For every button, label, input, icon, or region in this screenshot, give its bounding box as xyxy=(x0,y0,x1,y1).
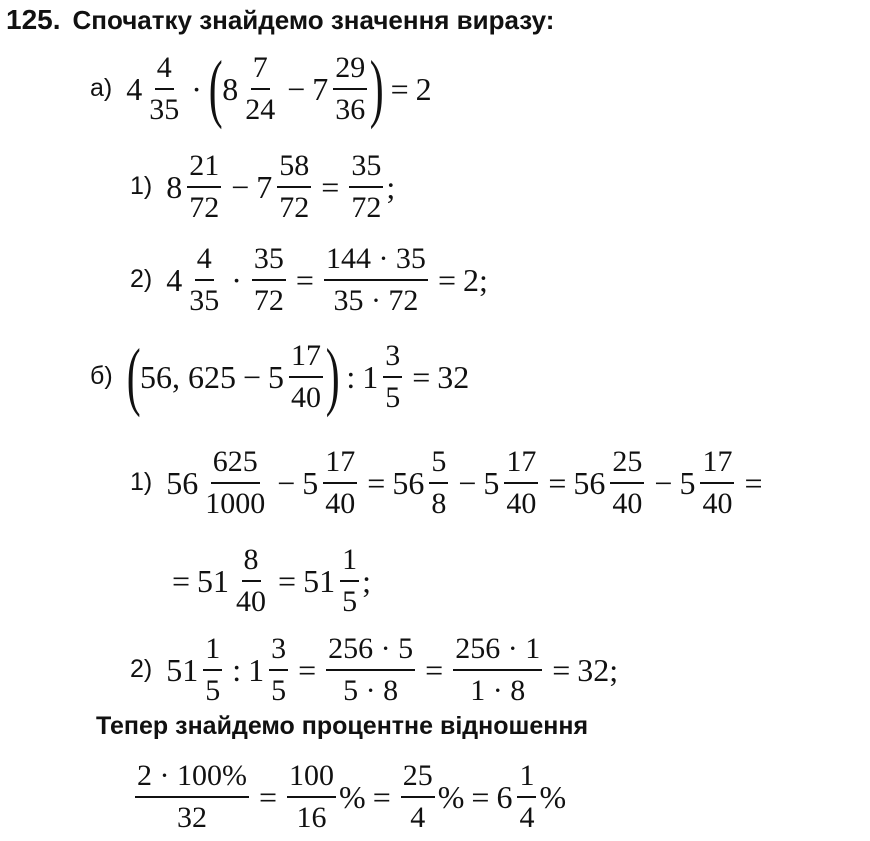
denominator: 35 xyxy=(149,92,180,126)
numerator: 58 xyxy=(277,150,311,188)
mixed-whole: 1 xyxy=(248,651,265,688)
numerator: 256 · 5 xyxy=(326,633,415,671)
fraction xyxy=(333,52,367,125)
equals-sign: = xyxy=(471,778,490,815)
mixed-whole: 51 xyxy=(197,562,230,599)
equals-sign: = xyxy=(744,464,763,501)
numerator: 8 xyxy=(242,544,261,582)
percent-sign: % xyxy=(539,778,567,815)
fraction xyxy=(504,446,538,519)
equals-sign: = xyxy=(258,778,278,815)
minus-sign: − xyxy=(458,464,477,501)
denominator: 4 xyxy=(519,800,535,834)
part-b-step-1 xyxy=(130,446,770,519)
fraction xyxy=(289,340,323,413)
fraction xyxy=(243,52,277,125)
semicolon: ; xyxy=(362,562,371,599)
left-paren: ( xyxy=(208,46,223,131)
equals-sign: = xyxy=(390,70,409,107)
result: 2; xyxy=(462,261,488,298)
equals-sign: = xyxy=(548,464,567,501)
percent-heading xyxy=(96,714,588,739)
mixed-whole: 56 xyxy=(573,464,606,501)
denominator: 72 xyxy=(189,190,220,224)
numerator: 25 xyxy=(401,760,435,798)
equals-sign: = xyxy=(298,651,317,688)
denominator: 16 xyxy=(296,800,327,834)
mixed-whole: 51 xyxy=(166,651,199,688)
fraction xyxy=(700,446,734,519)
equals-sign: = xyxy=(437,261,456,298)
semicolon: ; xyxy=(386,168,396,205)
numerator: 4 xyxy=(155,52,174,90)
numerator: 4 xyxy=(195,243,214,281)
minus-sign: − xyxy=(287,70,306,107)
numerator: 256 · 1 xyxy=(453,633,542,671)
denominator: 72 xyxy=(351,190,382,224)
fraction xyxy=(277,150,311,223)
fraction xyxy=(203,633,222,706)
denominator: 72 xyxy=(253,283,284,317)
equals-sign: = xyxy=(372,778,391,815)
mixed-whole: 5 xyxy=(679,464,696,501)
numerator: 25 xyxy=(610,446,644,484)
denominator: 40 xyxy=(291,380,322,414)
denominator: 40 xyxy=(236,584,267,618)
denominator: 1 · 8 xyxy=(470,673,526,707)
mixed-whole: 1 xyxy=(362,358,379,395)
fraction xyxy=(187,243,221,316)
numerator: 1 xyxy=(340,544,359,582)
denominator: 40 xyxy=(325,486,356,520)
fraction xyxy=(429,446,448,519)
decimal-number: 56, 625 xyxy=(139,358,236,395)
numerator: 17 xyxy=(289,340,323,378)
mixed-whole: 7 xyxy=(312,70,329,107)
denominator: 35 xyxy=(189,283,220,317)
numerator: 7 xyxy=(251,52,270,90)
result: 32; xyxy=(577,651,619,688)
right-paren: ) xyxy=(325,334,340,419)
percent-sign: % xyxy=(339,778,366,815)
mixed-whole: 7 xyxy=(256,168,273,205)
numerator: 2 · 100% xyxy=(135,760,249,798)
step-label: 1) xyxy=(130,172,153,200)
fraction xyxy=(453,633,542,706)
step-label: 1) xyxy=(130,468,153,496)
numerator: 3 xyxy=(269,633,288,671)
numerator: 144 · 35 xyxy=(324,243,428,281)
numerator: 625 xyxy=(211,446,260,484)
denominator: 4 xyxy=(410,800,426,834)
numerator: 100 xyxy=(287,760,336,798)
result: 2 xyxy=(415,70,432,107)
minus-sign: − xyxy=(242,358,262,395)
fraction xyxy=(269,633,288,706)
part-b-label: б) xyxy=(90,362,113,390)
numerator: 17 xyxy=(323,446,357,484)
fraction xyxy=(135,760,249,833)
denominator: 36 xyxy=(335,92,366,126)
denominator: 5 xyxy=(205,673,221,707)
denominator: 32 xyxy=(176,800,207,834)
step-label: 2) xyxy=(130,655,153,683)
numerator: 3 xyxy=(383,340,402,378)
part-a-step-2 xyxy=(130,243,488,316)
denominator: 5 xyxy=(342,584,358,618)
denominator: 35 · 72 xyxy=(333,283,419,317)
minus-sign: − xyxy=(277,464,296,501)
mixed-whole: 8 xyxy=(166,168,183,205)
mixed-whole: 5 xyxy=(302,464,319,501)
divide-sign: : xyxy=(346,358,356,395)
fraction xyxy=(383,340,402,413)
fraction xyxy=(324,243,428,316)
percent-sign: % xyxy=(437,778,465,815)
fraction xyxy=(610,446,644,519)
numerator: 35 xyxy=(349,150,383,188)
left-paren: ( xyxy=(126,334,141,419)
fraction xyxy=(340,544,359,617)
part-a-step-1 xyxy=(130,150,395,223)
equals-sign: = xyxy=(278,562,297,599)
problem-heading xyxy=(6,6,554,34)
equals-sign: = xyxy=(552,651,571,688)
fraction xyxy=(234,544,268,617)
fraction xyxy=(517,760,536,833)
denominator: 24 xyxy=(245,92,276,126)
right-paren: ) xyxy=(369,46,384,131)
fraction xyxy=(401,760,435,833)
mixed-whole: 4 xyxy=(166,261,183,298)
equals-sign: = xyxy=(367,464,386,501)
fraction xyxy=(203,446,267,519)
equals-sign: = xyxy=(295,261,314,298)
step-label: 2) xyxy=(130,265,153,293)
fraction xyxy=(349,150,383,223)
fraction xyxy=(287,760,336,833)
fraction xyxy=(326,633,415,706)
part-b-step-1-continued xyxy=(172,544,371,617)
percent-heading-text: Тепер знайдемо процентне відношення xyxy=(96,712,589,740)
denominator: 40 xyxy=(506,486,537,520)
percent-computation xyxy=(132,760,566,833)
equals-sign: = xyxy=(321,168,340,205)
denominator: 40 xyxy=(612,486,643,520)
minus-sign: − xyxy=(231,168,250,205)
mixed-whole: 8 xyxy=(222,70,239,107)
problem-number: 125. xyxy=(6,4,61,35)
mixed-whole: 56 xyxy=(166,464,199,501)
equals-sign: = xyxy=(412,358,431,395)
numerator: 1 xyxy=(517,760,536,798)
numerator: 35 xyxy=(252,243,286,281)
denominator: 5 xyxy=(271,673,287,707)
heading-text: Спочатку знайдемо значення виразу: xyxy=(72,5,555,35)
part-b-expression xyxy=(90,334,470,419)
denominator: 1000 xyxy=(205,486,266,520)
numerator: 17 xyxy=(700,446,734,484)
mixed-whole: 51 xyxy=(303,562,336,599)
denominator: 72 xyxy=(279,190,310,224)
mixed-whole: 4 xyxy=(126,70,143,107)
divide-sign: : xyxy=(232,651,242,688)
fraction xyxy=(252,243,286,316)
denominator: 8 xyxy=(431,486,447,520)
numerator: 21 xyxy=(187,150,221,188)
denominator: 40 xyxy=(702,486,733,520)
numerator: 29 xyxy=(333,52,367,90)
result: 32 xyxy=(437,358,470,395)
mixed-whole: 56 xyxy=(392,464,425,501)
fraction xyxy=(147,52,181,125)
mixed-whole: 5 xyxy=(483,464,500,501)
numerator: 5 xyxy=(429,446,448,484)
fraction xyxy=(187,150,221,223)
multiply-dot: · xyxy=(191,70,202,107)
fraction xyxy=(323,446,357,519)
multiply-dot: · xyxy=(231,261,242,298)
minus-sign: − xyxy=(654,464,673,501)
equals-sign: = xyxy=(172,562,191,599)
numerator: 1 xyxy=(203,633,222,671)
part-b-step-2 xyxy=(130,633,618,706)
part-a-expression xyxy=(90,46,432,131)
numerator: 17 xyxy=(504,446,538,484)
part-a-label: а) xyxy=(90,74,113,102)
denominator: 5 · 8 xyxy=(343,673,399,707)
equals-sign: = xyxy=(425,651,444,688)
mixed-whole: 5 xyxy=(268,358,285,395)
mixed-whole: 6 xyxy=(496,778,513,815)
denominator: 5 xyxy=(385,380,401,414)
